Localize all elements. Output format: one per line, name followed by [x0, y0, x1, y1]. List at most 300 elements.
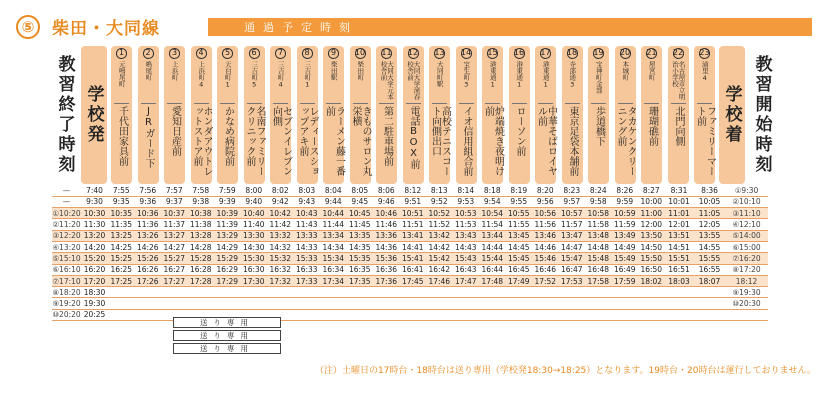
time-cell: 15:41	[400, 253, 427, 264]
stop-header	[191, 46, 212, 184]
time-cell: 17:47	[453, 275, 480, 286]
time-cell: 9:40	[241, 196, 268, 207]
stop-divider	[671, 103, 686, 104]
time-cell: 16:46	[532, 264, 559, 275]
stop-area: 大同町駅	[435, 60, 444, 87]
stop-header	[403, 46, 424, 184]
time-cell: 9:44	[320, 196, 347, 207]
time-cell: 13:32	[267, 230, 294, 241]
time-cell: 13:28	[188, 230, 215, 241]
time-cell: 9:46	[373, 196, 400, 207]
time-cell: 9:42	[267, 196, 294, 207]
time-cell	[559, 298, 586, 309]
stop-divider	[273, 103, 288, 104]
time-cell: 10:46	[373, 208, 400, 219]
time-cell: 14:46	[532, 241, 559, 252]
stop-divider	[565, 103, 580, 104]
time-cell	[453, 309, 480, 320]
time-cell: 14:44	[479, 241, 506, 252]
time-cell: 8:19	[506, 185, 533, 196]
time-cell: 15:49	[612, 253, 639, 264]
time-cell: 9:51	[400, 196, 427, 207]
time-cell: 8:02	[267, 185, 294, 196]
stop-area: 港東通1	[541, 60, 550, 89]
time-cell	[585, 309, 612, 320]
stop-number: 18	[566, 48, 578, 58]
stop-number: 7	[275, 48, 286, 59]
stop-name: きものサロン丸栄横	[350, 106, 371, 177]
table-row	[52, 196, 768, 207]
time-cell: 16:48	[585, 264, 612, 275]
stop-number: 5	[222, 48, 233, 59]
time-cell: ⑩20:20	[52, 310, 81, 320]
time-cell: 16:29	[214, 264, 241, 275]
stop-name: 千代田家具前	[116, 106, 128, 167]
time-cell: 8:24	[585, 185, 612, 196]
time-cell: 10:01	[665, 196, 694, 207]
stop-name: 東京足袋本舗前	[567, 106, 578, 177]
timetable-header	[52, 46, 814, 184]
stop-area: 大同大学元本校舎前	[379, 60, 394, 100]
time-cell	[108, 298, 135, 309]
time-cell	[694, 309, 726, 320]
stop-area: 名古屋市立明治小学校	[671, 60, 686, 100]
time-cell: 13:34	[320, 230, 347, 241]
time-cell: 9:57	[559, 196, 586, 207]
stop-name: 珊瑚礁前	[646, 106, 658, 147]
stop-number: 13	[434, 48, 445, 58]
stop-number: 16	[513, 48, 525, 58]
time-cell	[638, 287, 665, 298]
time-cell: 10:52	[426, 208, 453, 219]
time-cell: ①10:20	[52, 208, 81, 218]
time-cell: —	[52, 185, 81, 196]
time-cell	[426, 287, 453, 298]
time-cell	[665, 287, 694, 298]
stop-header	[641, 46, 662, 184]
stop-number: 12	[407, 48, 419, 58]
time-cell: 13:55	[694, 230, 726, 241]
time-cell: 13:43	[453, 230, 480, 241]
time-cell: 17:25	[108, 275, 135, 286]
time-cell: 17:53	[559, 275, 586, 286]
time-cell: 17:35	[347, 275, 374, 286]
time-cell: ⑨19:20	[52, 299, 81, 309]
time-cell	[347, 309, 374, 320]
stop-name: 愛知日産前	[169, 106, 181, 157]
time-cell: 15:46	[532, 253, 559, 264]
time-cell: 15:34	[320, 253, 347, 264]
stop-area: 上浜町4	[197, 60, 206, 89]
time-cell	[135, 309, 162, 320]
time-cell	[479, 298, 506, 309]
stop-divider	[432, 103, 447, 104]
stop-header	[615, 46, 636, 184]
time-cell	[638, 298, 665, 309]
time-cell	[559, 287, 586, 298]
time-cell: 18:02	[638, 275, 665, 286]
time-cell: 8:31	[665, 185, 694, 196]
table-row	[52, 185, 768, 196]
time-cell: 9:43	[294, 196, 321, 207]
stop-name: 北門向側	[673, 106, 684, 147]
stop-header	[138, 46, 159, 184]
time-cell: 9:58	[585, 196, 612, 207]
time-cell: 14:27	[161, 241, 188, 252]
time-cell: 11:38	[188, 219, 215, 230]
stop-divider	[194, 103, 209, 104]
route-title: 柴田・大同線	[52, 19, 160, 39]
stop-name: 第二駐車場前	[381, 106, 393, 167]
time-cell: 17:36	[373, 275, 400, 286]
time-cell: ④13:20	[52, 242, 81, 252]
time-cell: 11:05	[694, 208, 726, 219]
time-cell: 17:33	[294, 275, 321, 286]
time-cell: 16:41	[400, 264, 427, 275]
time-cell: 8:20	[532, 185, 559, 196]
time-cell: 13:41	[400, 230, 427, 241]
time-cell: 11:57	[559, 219, 586, 230]
time-cell: 16:55	[694, 264, 726, 275]
time-cell: 11:53	[453, 219, 480, 230]
time-cell: 15:28	[188, 253, 215, 264]
stop-number: 8	[302, 48, 313, 59]
stop-header	[323, 46, 344, 184]
stop-header	[482, 46, 503, 184]
time-cell: 7:58	[188, 185, 215, 196]
time-cell: 17:46	[426, 275, 453, 286]
time-cell: 14:28	[188, 241, 215, 252]
time-cell: 15:27	[161, 253, 188, 264]
stop-divider	[300, 103, 315, 104]
stop-area: 港東通1	[488, 60, 497, 89]
time-cell: 18:03	[665, 275, 694, 286]
stop-area: 本城町	[621, 60, 630, 81]
time-cell: 16:51	[665, 264, 694, 275]
time-cell: 17:27	[161, 275, 188, 286]
stop-divider	[220, 103, 235, 104]
stop-name: ファミリーマート前	[694, 106, 716, 177]
time-cell: 13:20	[81, 230, 108, 241]
time-cell: 13:26	[135, 230, 162, 241]
time-cell	[214, 298, 241, 309]
time-cell	[214, 287, 241, 298]
time-cell: 11:37	[161, 219, 188, 230]
time-cell: 13:36	[373, 230, 400, 241]
time-cell: 10:39	[214, 208, 241, 219]
time-cell: 14:32	[267, 241, 294, 252]
time-cell: 17:59	[612, 275, 639, 286]
time-cell: 16:34	[320, 264, 347, 275]
time-cell	[320, 287, 347, 298]
header-end-time: 教習終了時刻	[52, 46, 78, 184]
time-cell: 10:30	[81, 208, 108, 219]
stop-number: 19	[593, 48, 604, 58]
table-row	[52, 208, 768, 219]
time-cell: 14:55	[694, 241, 726, 252]
time-cell: 10:53	[453, 208, 480, 219]
time-cell: 10:51	[400, 208, 427, 219]
stop-number: 14	[460, 48, 472, 58]
time-cell: 15:26	[135, 253, 162, 264]
time-cell: 11:35	[108, 219, 135, 230]
time-cell: 8:03	[294, 185, 321, 196]
stop-header	[694, 46, 715, 184]
time-cell: 15:29	[214, 253, 241, 264]
time-cell: 13:27	[161, 230, 188, 241]
time-cell: 9:56	[532, 196, 559, 207]
time-cell: 11:30	[81, 219, 108, 230]
stop-name: ラーメン藤一番前	[323, 106, 345, 177]
time-cell: 13:48	[585, 230, 612, 241]
table-row	[52, 298, 768, 309]
time-cell: 7:40	[81, 185, 108, 196]
time-cell: 12:01	[665, 219, 694, 230]
stop-header	[588, 46, 609, 184]
time-cell	[373, 298, 400, 309]
time-cell	[532, 309, 559, 320]
time-cell	[135, 298, 162, 309]
time-cell	[665, 298, 694, 309]
time-cell: ⑩20:30	[726, 298, 768, 309]
time-cell: ⑤14:00	[726, 230, 768, 241]
time-cell: 16:43	[453, 264, 480, 275]
time-cell: 8:27	[638, 185, 665, 196]
time-cell: 8:26	[612, 185, 639, 196]
time-cell	[108, 287, 135, 298]
time-cell: 14:41	[400, 241, 427, 252]
time-cell: 11:54	[479, 219, 506, 230]
time-cell: 16:33	[294, 264, 321, 275]
time-cell	[585, 287, 612, 298]
stop-number: 15	[487, 48, 498, 58]
stop-area: 柴田町	[356, 60, 365, 81]
time-cell: 9:38	[188, 196, 215, 207]
stop-name: 電話BOX前	[408, 106, 419, 170]
time-cell: 17:58	[585, 275, 612, 286]
stop-name: 名南ファミリークリニック前	[244, 106, 265, 177]
time-cell: 9:45	[347, 196, 374, 207]
time-cell: 9:54	[479, 196, 506, 207]
time-cell: 19:30	[81, 298, 108, 309]
time-cell	[479, 287, 506, 298]
stop-header	[456, 46, 477, 184]
time-cell: 14:50	[638, 241, 665, 252]
time-cell: 9:35	[108, 196, 135, 207]
time-cell: 10:57	[559, 208, 586, 219]
time-cell: 15:20	[81, 253, 108, 264]
time-cell	[267, 287, 294, 298]
time-cell: 10:38	[188, 208, 215, 219]
stop-divider	[644, 103, 659, 104]
stop-name: 中華そばロイヤル前	[535, 106, 557, 177]
time-cell	[426, 298, 453, 309]
stop-divider	[538, 103, 553, 104]
time-cell: ③12:20	[52, 231, 81, 241]
time-cell: 9:36	[135, 196, 162, 207]
time-cell: 14:34	[320, 241, 347, 252]
stop-area: 三吉町4	[276, 60, 285, 89]
time-cell: 18:07	[694, 275, 726, 286]
time-cell	[612, 298, 639, 309]
time-cell: 15:51	[665, 253, 694, 264]
header-school-arrive: 学校着	[719, 46, 745, 184]
time-cell: 13:44	[479, 230, 506, 241]
stop-name: イオ信用組合前	[461, 106, 472, 177]
stop-number: 20	[619, 48, 631, 58]
time-cell	[694, 298, 726, 309]
time-cell: 11:40	[241, 219, 268, 230]
time-cell: 10:43	[294, 208, 321, 219]
time-cell: 11:45	[347, 219, 374, 230]
time-cell	[108, 309, 135, 320]
stop-number: 11	[381, 48, 392, 58]
time-cell: 15:44	[479, 253, 506, 264]
time-cell: 17:34	[320, 275, 347, 286]
time-cell	[638, 309, 665, 320]
time-cell: 11:46	[373, 219, 400, 230]
time-cell: 13:42	[426, 230, 453, 241]
time-cell: 13:29	[214, 230, 241, 241]
time-cell: 8:06	[373, 185, 400, 196]
time-cell: —	[52, 196, 81, 207]
table-row	[52, 275, 768, 286]
time-cell: 18:30	[81, 287, 108, 298]
time-cell: 10:44	[320, 208, 347, 219]
stop-header	[244, 46, 265, 184]
stop-name: 歩道橋下	[593, 106, 605, 147]
table-row	[52, 287, 768, 298]
time-cell	[347, 298, 374, 309]
time-cell: 8:13	[426, 185, 453, 196]
time-cell	[347, 287, 374, 298]
stop-header	[535, 46, 556, 184]
stop-area: 柴田駅	[329, 60, 338, 81]
time-cell: 14:49	[612, 241, 639, 252]
stop-number: 22	[672, 48, 684, 58]
stop-name: 高校テニスコート向側出口	[429, 106, 451, 177]
stop-area: 港東通1	[515, 60, 524, 89]
time-cell: 9:52	[426, 196, 453, 207]
time-cell: 13:50	[638, 230, 665, 241]
stop-header	[164, 46, 185, 184]
time-cell	[453, 298, 480, 309]
stop-name: タカケンクリーニング前	[615, 106, 636, 177]
stop-name: 炉端焼き夜明け前	[482, 106, 504, 177]
time-cell: 14:36	[373, 241, 400, 252]
time-cell: 10:58	[585, 208, 612, 219]
time-cell: ⑥15:00	[726, 241, 768, 252]
time-cell: 9:55	[506, 196, 533, 207]
time-cell	[373, 287, 400, 298]
stop-header	[562, 46, 583, 184]
time-cell	[665, 309, 694, 320]
time-cell: 15:25	[108, 253, 135, 264]
header-start-time: 教習開始時刻	[749, 46, 775, 184]
stop-divider	[167, 103, 182, 104]
time-cell	[135, 287, 162, 298]
time-cell: 13:47	[559, 230, 586, 241]
stop-divider	[512, 103, 527, 104]
time-cell: 8:12	[400, 185, 427, 196]
time-cell: 11:01	[665, 208, 694, 219]
time-cell: 9:39	[214, 196, 241, 207]
time-cell: 10:00	[638, 196, 665, 207]
time-cell: 20:25	[81, 309, 108, 320]
time-cell: 15:33	[294, 253, 321, 264]
stop-area: 三吉町5	[250, 60, 259, 89]
table-row	[52, 264, 768, 275]
time-cell	[161, 287, 188, 298]
time-cell: 8:00	[241, 185, 268, 196]
time-cell: 17:48	[479, 275, 506, 286]
time-cell: 16:30	[241, 264, 268, 275]
time-cell	[506, 298, 533, 309]
stop-area: 上浜町	[170, 60, 179, 81]
stop-divider	[406, 103, 421, 104]
stop-area: 寺部通3	[568, 60, 577, 89]
time-cell	[400, 287, 427, 298]
time-cell: 14:25	[108, 241, 135, 252]
time-cell	[320, 309, 347, 320]
time-cell: 11:42	[267, 219, 294, 230]
stop-number: 4	[196, 48, 207, 59]
time-cell: 15:45	[506, 253, 533, 264]
stop-divider	[141, 103, 156, 104]
time-cell: 11:56	[532, 219, 559, 230]
time-cell: 16:47	[559, 264, 586, 275]
time-cell: 13:30	[241, 230, 268, 241]
stop-divider	[591, 103, 606, 104]
time-cell: 10:40	[241, 208, 268, 219]
time-cell: 17:32	[267, 275, 294, 286]
time-cell: 8:04	[320, 185, 347, 196]
time-cell: 14:26	[135, 241, 162, 252]
time-cell: 15:50	[638, 253, 665, 264]
stop-number: 1	[116, 48, 127, 59]
time-cell: 17:26	[135, 275, 162, 286]
time-cell: 10:55	[506, 208, 533, 219]
stop-header	[429, 46, 450, 184]
time-cell	[373, 309, 400, 320]
time-cell: 16:42	[426, 264, 453, 275]
stop-area: 天白町1	[223, 60, 232, 89]
stop-divider	[247, 103, 262, 104]
time-cell	[267, 298, 294, 309]
time-cell	[532, 298, 559, 309]
time-cell: 14:43	[453, 241, 480, 252]
time-cell: 14:51	[665, 241, 694, 252]
time-cell: 15:32	[267, 253, 294, 264]
time-cell	[294, 298, 321, 309]
time-cell: 11:59	[612, 219, 639, 230]
time-cell	[694, 287, 726, 298]
footnote: （注）土曜日の17時台・18時台は送り専用（学校発18:30→18:25）となります。19時台・20時台は運行しておりません。	[314, 366, 816, 376]
time-cell: 8:36	[694, 185, 726, 196]
time-cell	[241, 287, 268, 298]
time-cell: 10:59	[612, 208, 639, 219]
time-cell: 16:45	[506, 264, 533, 275]
time-cell: 17:49	[506, 275, 533, 286]
time-cell: 11:51	[400, 219, 427, 230]
time-cell	[726, 309, 768, 320]
stop-header	[111, 46, 132, 184]
timetable-banner	[208, 18, 812, 36]
time-cell: 13:25	[108, 230, 135, 241]
stop-divider	[114, 103, 129, 104]
stop-number: 17	[540, 48, 551, 58]
time-cell: 8:23	[559, 185, 586, 196]
